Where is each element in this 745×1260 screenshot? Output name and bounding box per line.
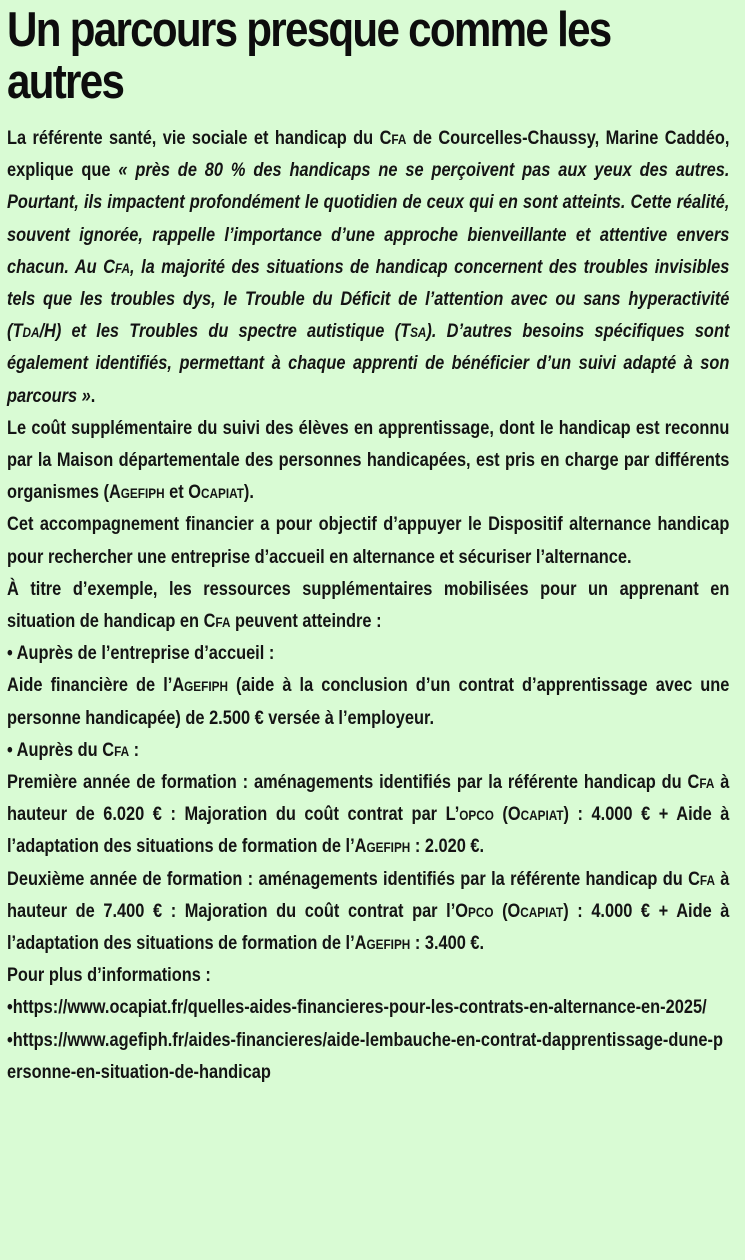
text-run: Deuxième année de formation : aménagements identifiés par la référente handicap du: [7, 867, 689, 890]
quote-text: « près de 80 % des handicaps ne se perçoivent pas aux yeux des autres. Pourtant, ils impactent profondément le quotidien de ceux qui en sont atteints. Cette réalité, souvent ignorée, rappelle l’importance d’une approche bienveillante et attentive envers chacun. Au: [7, 159, 730, 278]
text-run: : 2.020 €.: [410, 835, 485, 858]
paragraph-example: [7, 573, 729, 637]
quote-text: ). D’autres besoins spécifiques sont également identifiés, permettant à chaque apprenti de bénéficier d’un suivi adapté à son parcours »: [7, 320, 730, 407]
bullet-cfa: [7, 734, 729, 766]
article-body: [7, 122, 729, 1088]
paragraph-intro: [7, 122, 729, 412]
text-run: Aide financière de l’: [7, 674, 173, 697]
acronym-tsa: Tsa: [400, 320, 427, 343]
acronym-agefiph: Agefiph: [354, 932, 411, 955]
text-run: (aide à la conclusion d’un contrat d’apprentissage avec une personne handicapée) de 2.500 € versée à l’employeur.: [7, 674, 730, 729]
text-run: (: [493, 899, 508, 922]
text-run: La référente santé, vie sociale et handicap du: [7, 127, 380, 149]
text-run: .: [90, 384, 96, 407]
text-run: :: [129, 738, 140, 761]
acronym-cfa: Cfa: [379, 127, 407, 149]
quote: [7, 159, 729, 406]
acronym-cfa: Cfa: [203, 610, 231, 633]
text-run: (: [493, 803, 508, 826]
acronym-cfa: Cfa: [103, 255, 131, 278]
acronym-ocapiat: Ocapiat: [507, 899, 564, 922]
acronym-cfa: Cfa: [688, 867, 715, 890]
acronym-ocapiat: Ocapiat: [507, 803, 564, 826]
article-title: Un parcours presque comme les autres: [7, 3, 611, 109]
acronym-cfa: Cfa: [687, 771, 715, 794]
paragraph-objective: Cet accompagnement financier a pour objectif d’appuyer le Dispositif alternance handicap pour rechercher une entreprise d’accueil en alternance et sécuriser l’alternance.: [7, 513, 730, 568]
link-agefiph[interactable]: •https://www.agefiph.fr/aides-financieres/aide-lembauche-en-contrat-dapprentissage-dune-personne-en-situation-de-handicap: [7, 1028, 723, 1083]
text-run: ) : 4.000 € + Aide à l’adaptation des situations de formation de l’: [7, 899, 730, 955]
acronym-cfa: Cfa: [102, 738, 130, 761]
text-run: de Courcelles-Chaussy, Marine Caddéo, explique que: [7, 127, 730, 182]
paragraph-aide-entreprise: [7, 669, 729, 733]
paragraph-second-year: [7, 863, 729, 960]
text-run: Le coût supplémentaire du suivi des élèves en apprentissage, dont le handicap est reconnu par la Maison départementale des personnes handicapées, est pris en charge par différents organismes (: [7, 416, 730, 504]
paragraph-first-year: [7, 766, 729, 863]
text-run: ) : 4.000 € + Aide à l’adaptation des situations de formation de l’: [7, 803, 730, 858]
text-run: à hauteur de 7.400 € : Majoration du coût contrat par l’: [7, 867, 730, 922]
text-run: • Auprès du: [7, 738, 103, 761]
acronym-ocapiat: Ocapiat: [188, 481, 244, 504]
acronym-tdah: Tda/H: [12, 320, 56, 343]
text-run: ).: [243, 481, 254, 504]
text-run: : 3.400 €.: [410, 932, 485, 955]
bullet-entreprise: • Auprès de l’entreprise d’accueil :: [7, 642, 275, 665]
acronym-agefiph: Agefiph: [172, 674, 228, 697]
text-run: et: [164, 481, 189, 504]
text-run: À titre d’exemple, les ressources supplémentaires mobilisées pour un apprenant en situation de handicap en: [7, 577, 730, 633]
quote-text: , la majorité des situations de handicap concernent des troubles invisibles tels que les troubles dys, le Trouble du Déficit de l’attention avec ou sans hyperactivité (: [7, 255, 730, 343]
text-run: peuvent atteindre :: [230, 610, 382, 633]
text-run: Première année de formation : aménagements identifiés par la référente handicap du: [7, 771, 688, 794]
link-ocapiat[interactable]: •https://www.ocapiat.fr/quelles-aides-financieres-pour-les-contrats-en-alternance-en-2025/: [7, 996, 707, 1019]
acronym-opco: Opco: [455, 899, 494, 922]
acronym-opco: opco: [459, 803, 494, 826]
text-run: à hauteur de 6.020 € : Majoration du coût contrat par L’: [7, 771, 730, 826]
acronym-agefiph: Agefiph: [354, 835, 411, 858]
quote-text: ) et les Troubles du spectre autistique (: [55, 320, 401, 343]
more-info-label: Pour plus d’informations :: [7, 964, 211, 987]
paragraph-cost: [7, 412, 729, 509]
acronym-agefiph: Agefiph: [108, 481, 165, 504]
